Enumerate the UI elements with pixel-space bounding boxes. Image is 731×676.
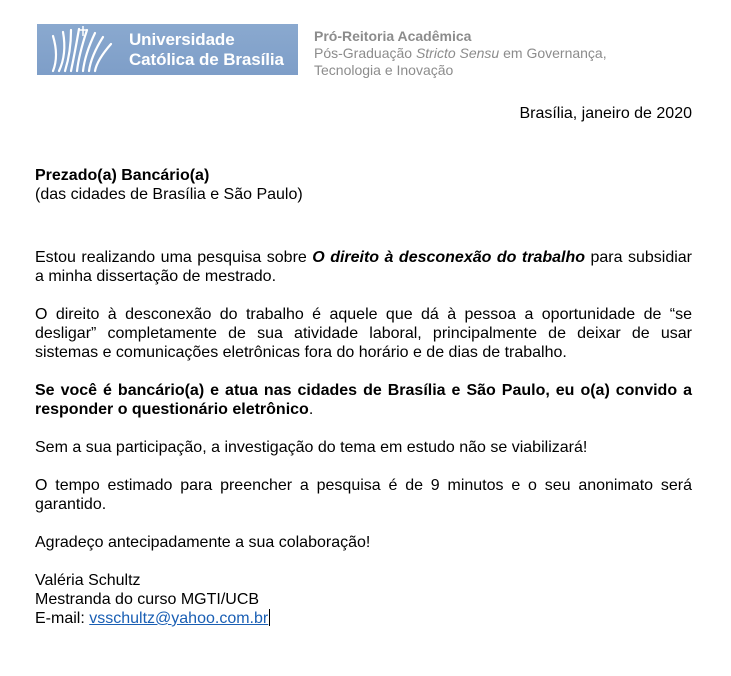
logo-line-2: Católica de Brasília xyxy=(129,50,284,69)
p1-emphasis: O direito à desconexão do trabalho xyxy=(312,249,586,266)
paragraph-5: O tempo estimado para preencher a pesquisa é de 9 minutos e o seu anonimato será garantido. xyxy=(35,477,692,513)
office-title: Pró-Reitoria Acadêmica xyxy=(314,28,472,44)
program-italic: Stricto Sensu xyxy=(415,45,500,61)
p1-before: Estou realizando uma pesquisa sobre xyxy=(35,249,313,266)
paragraph-4: Sem a sua participação, a investigação do tema em estudo não se viabilizará! xyxy=(35,439,588,456)
program-prefix: Pós-Graduação xyxy=(314,45,416,61)
p3-bold: Se você é bancário(a) e atua nas cidades de Brasília e São Paulo, eu o(a) convido a responder o questionário eletrônico xyxy=(35,382,692,418)
paragraph-3 xyxy=(35,381,692,419)
greeting-title: Prezado(a) Bancário(a) xyxy=(35,167,210,184)
text-cursor xyxy=(269,609,270,626)
p1-after: para subsidiar a minha dissertação de mestrado. xyxy=(35,249,693,285)
signature-name: Valéria Schultz xyxy=(35,572,141,589)
signature-role: Mestranda do curso MGTI/UCB xyxy=(35,591,260,608)
program-suffix: em Governança, xyxy=(499,45,607,61)
letter-date: Brasília, janeiro de 2020 xyxy=(519,105,692,122)
email-label: E-mail: xyxy=(35,610,90,627)
p3-end: . xyxy=(308,401,314,418)
program-line-1 xyxy=(314,45,607,62)
paragraph-1 xyxy=(35,248,692,286)
email-link[interactable]: vsschultz@yahoo.com.br xyxy=(89,610,269,627)
signature-email-line xyxy=(35,609,692,628)
cathedral-emblem-icon xyxy=(37,24,129,75)
paragraph-2: O direito à desconexão do trabalho é aquele que dá à pessoa a oportunidade de “se desligar” completamente de sua atividade laboral, principalmente de deixar de usar sistemas e comunicações eletrônicas fora do horário e de dias de trabalho. xyxy=(35,306,692,361)
logo-wordmark xyxy=(129,30,284,70)
university-logo xyxy=(37,24,298,75)
logo-line-1: Universidade xyxy=(129,30,235,49)
paragraph-6: Agradeço antecipadamente a sua colaboração! xyxy=(35,534,371,551)
program-line-2: Tecnologia e Inovação xyxy=(314,62,454,78)
header-info xyxy=(314,28,607,79)
letter-body xyxy=(35,166,692,628)
greeting-subtitle: (das cidades de Brasília e São Paulo) xyxy=(35,186,303,203)
